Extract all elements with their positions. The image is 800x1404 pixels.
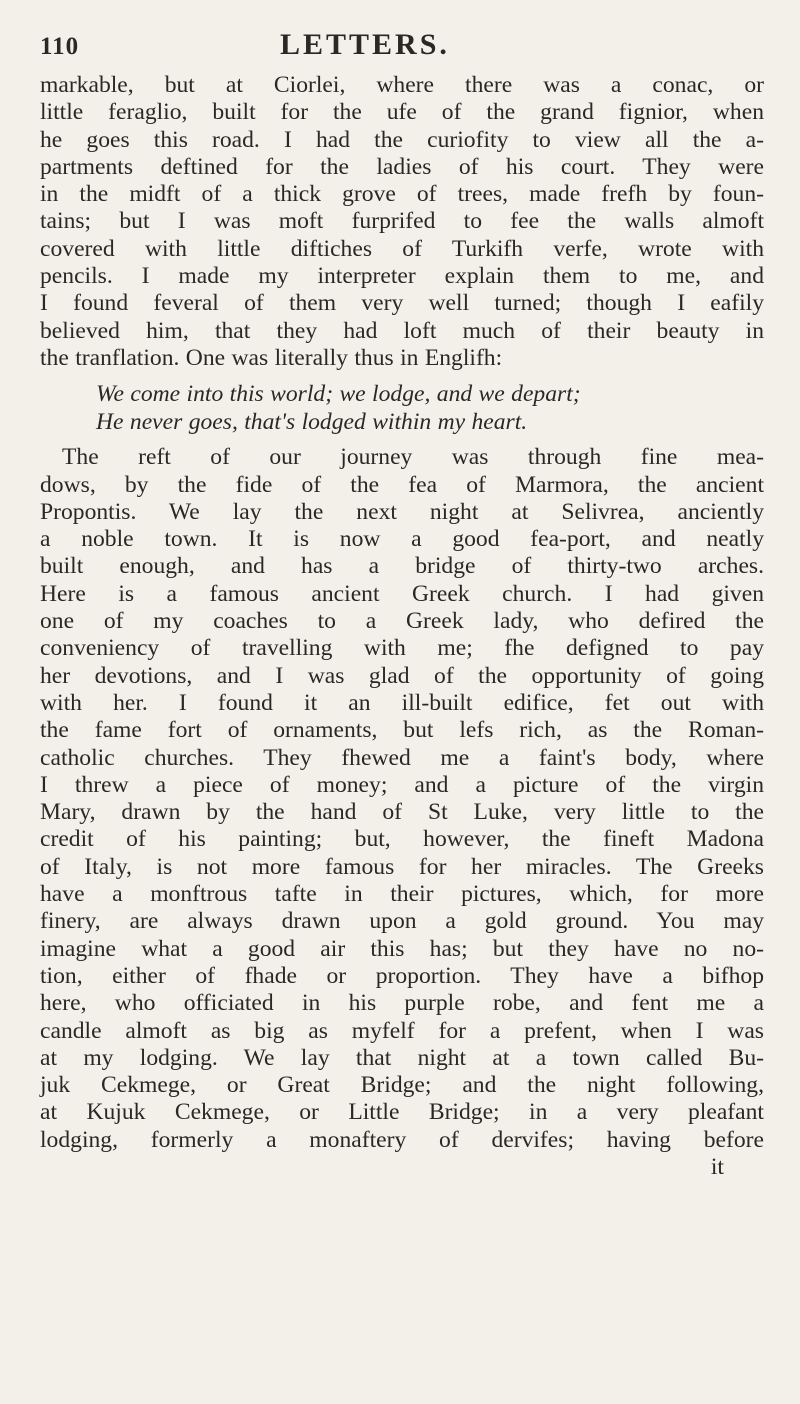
page-number: 110 [40,33,80,60]
text-line: catholic churches. They fhewed me a faint's body, where [40,744,764,771]
text-line: pencils. I made my interpreter explain them to me, and [40,263,764,290]
text-line: I found feveral of them very well turned; though I eafily [40,290,764,317]
verse-line: He never goes, that's lodged within my heart. [96,409,528,436]
text-line: juk Cekmege, or Great Bridge; and the night following, [40,1072,764,1099]
text-line: covered with little diftiches of Turkifh verfe, wrote with [40,235,764,262]
text-line: have a monftrous tafte in their pictures, which, for more [40,881,764,908]
text-line: a noble town. It is now a good fea-port, and neatly [40,526,764,553]
text-line: of Italy, is not more famous for her miracles. The Greeks [40,853,764,880]
text-line: Here is a famous ancient Greek church. I had given [40,580,764,607]
text-line: the tranflation. One was literally thus in Englifh: [40,344,503,371]
verse-quotation [96,380,764,436]
text-line: markable, but at Ciorlei, where there was a conac, or [40,72,764,98]
text-line: conveniency of travelling with me; fhe defigned to pay [40,635,764,662]
body-text [40,72,764,1181]
text-line: he goes this road. I had the curiofity to view all the a- [40,126,764,153]
text-line: at my lodging. We lay that night at a town called Bu- [40,1044,764,1071]
text-line: Propontis. We lay the next night at Selivrea, anciently [40,498,764,525]
text-line: The reft of our journey was through fine mea- [62,444,764,471]
text-line: candle almoft as big as myfelf for a prefent, when I was [40,1017,764,1044]
text-line: in the midft of a thick grove of trees, made frefh by foun- [40,181,764,208]
text-line: I threw a piece of money; and a picture of the virgin [40,771,764,798]
text-line: here, who officiated in his purple robe, and fent me a [40,990,764,1017]
text-line: tains; but I was moft furprifed to fee the walls almoft [40,208,764,235]
text-line: at Kujuk Cekmege, or Little Bridge; in a very pleafant [40,1099,764,1126]
text-line: tion, either of fhade or proportion. They have a bifhop [40,962,764,989]
text-line: partments deftined for the ladies of his court. They were [40,153,764,180]
text-line: lodging, formerly a monaftery of dervifes; having before [40,1126,764,1153]
text-line: built enough, and has a bridge of thirty-two arches. [40,553,764,580]
text-line: the fame fort of ornaments, but lefs rich, as the Roman- [40,717,764,744]
text-line: with her. I found it an ill-built edifice, fet out with [40,689,764,716]
text-line: dows, by the fide of the fea of Marmora, the ancient [40,471,764,498]
paragraph-1 [40,72,764,372]
catchword: it [710,1153,724,1180]
text-line: little feraglio, built for the ufe of the grand fignior, when [40,99,764,126]
text-line: imagine what a good air this has; but they have no no- [40,935,764,962]
text-line: believed him, that they had loft much of their beauty in [40,317,764,344]
running-head [40,28,764,68]
verse-line: We come into this world; we lodge, and we depart; [96,381,581,408]
paragraph-2 [40,444,764,1154]
text-line: finery, are always drawn upon a gold ground. You may [40,908,764,935]
text-line: one of my coaches to a Greek lady, who defired the [40,608,764,635]
text-line: Mary, drawn by the hand of St Luke, very little to the [40,799,764,826]
running-title: LETTERS. [280,28,450,61]
text-line: credit of his painting; but, however, the fineft Madona [40,826,764,853]
text-line: her devotions, and I was glad of the opportunity of going [40,662,764,689]
